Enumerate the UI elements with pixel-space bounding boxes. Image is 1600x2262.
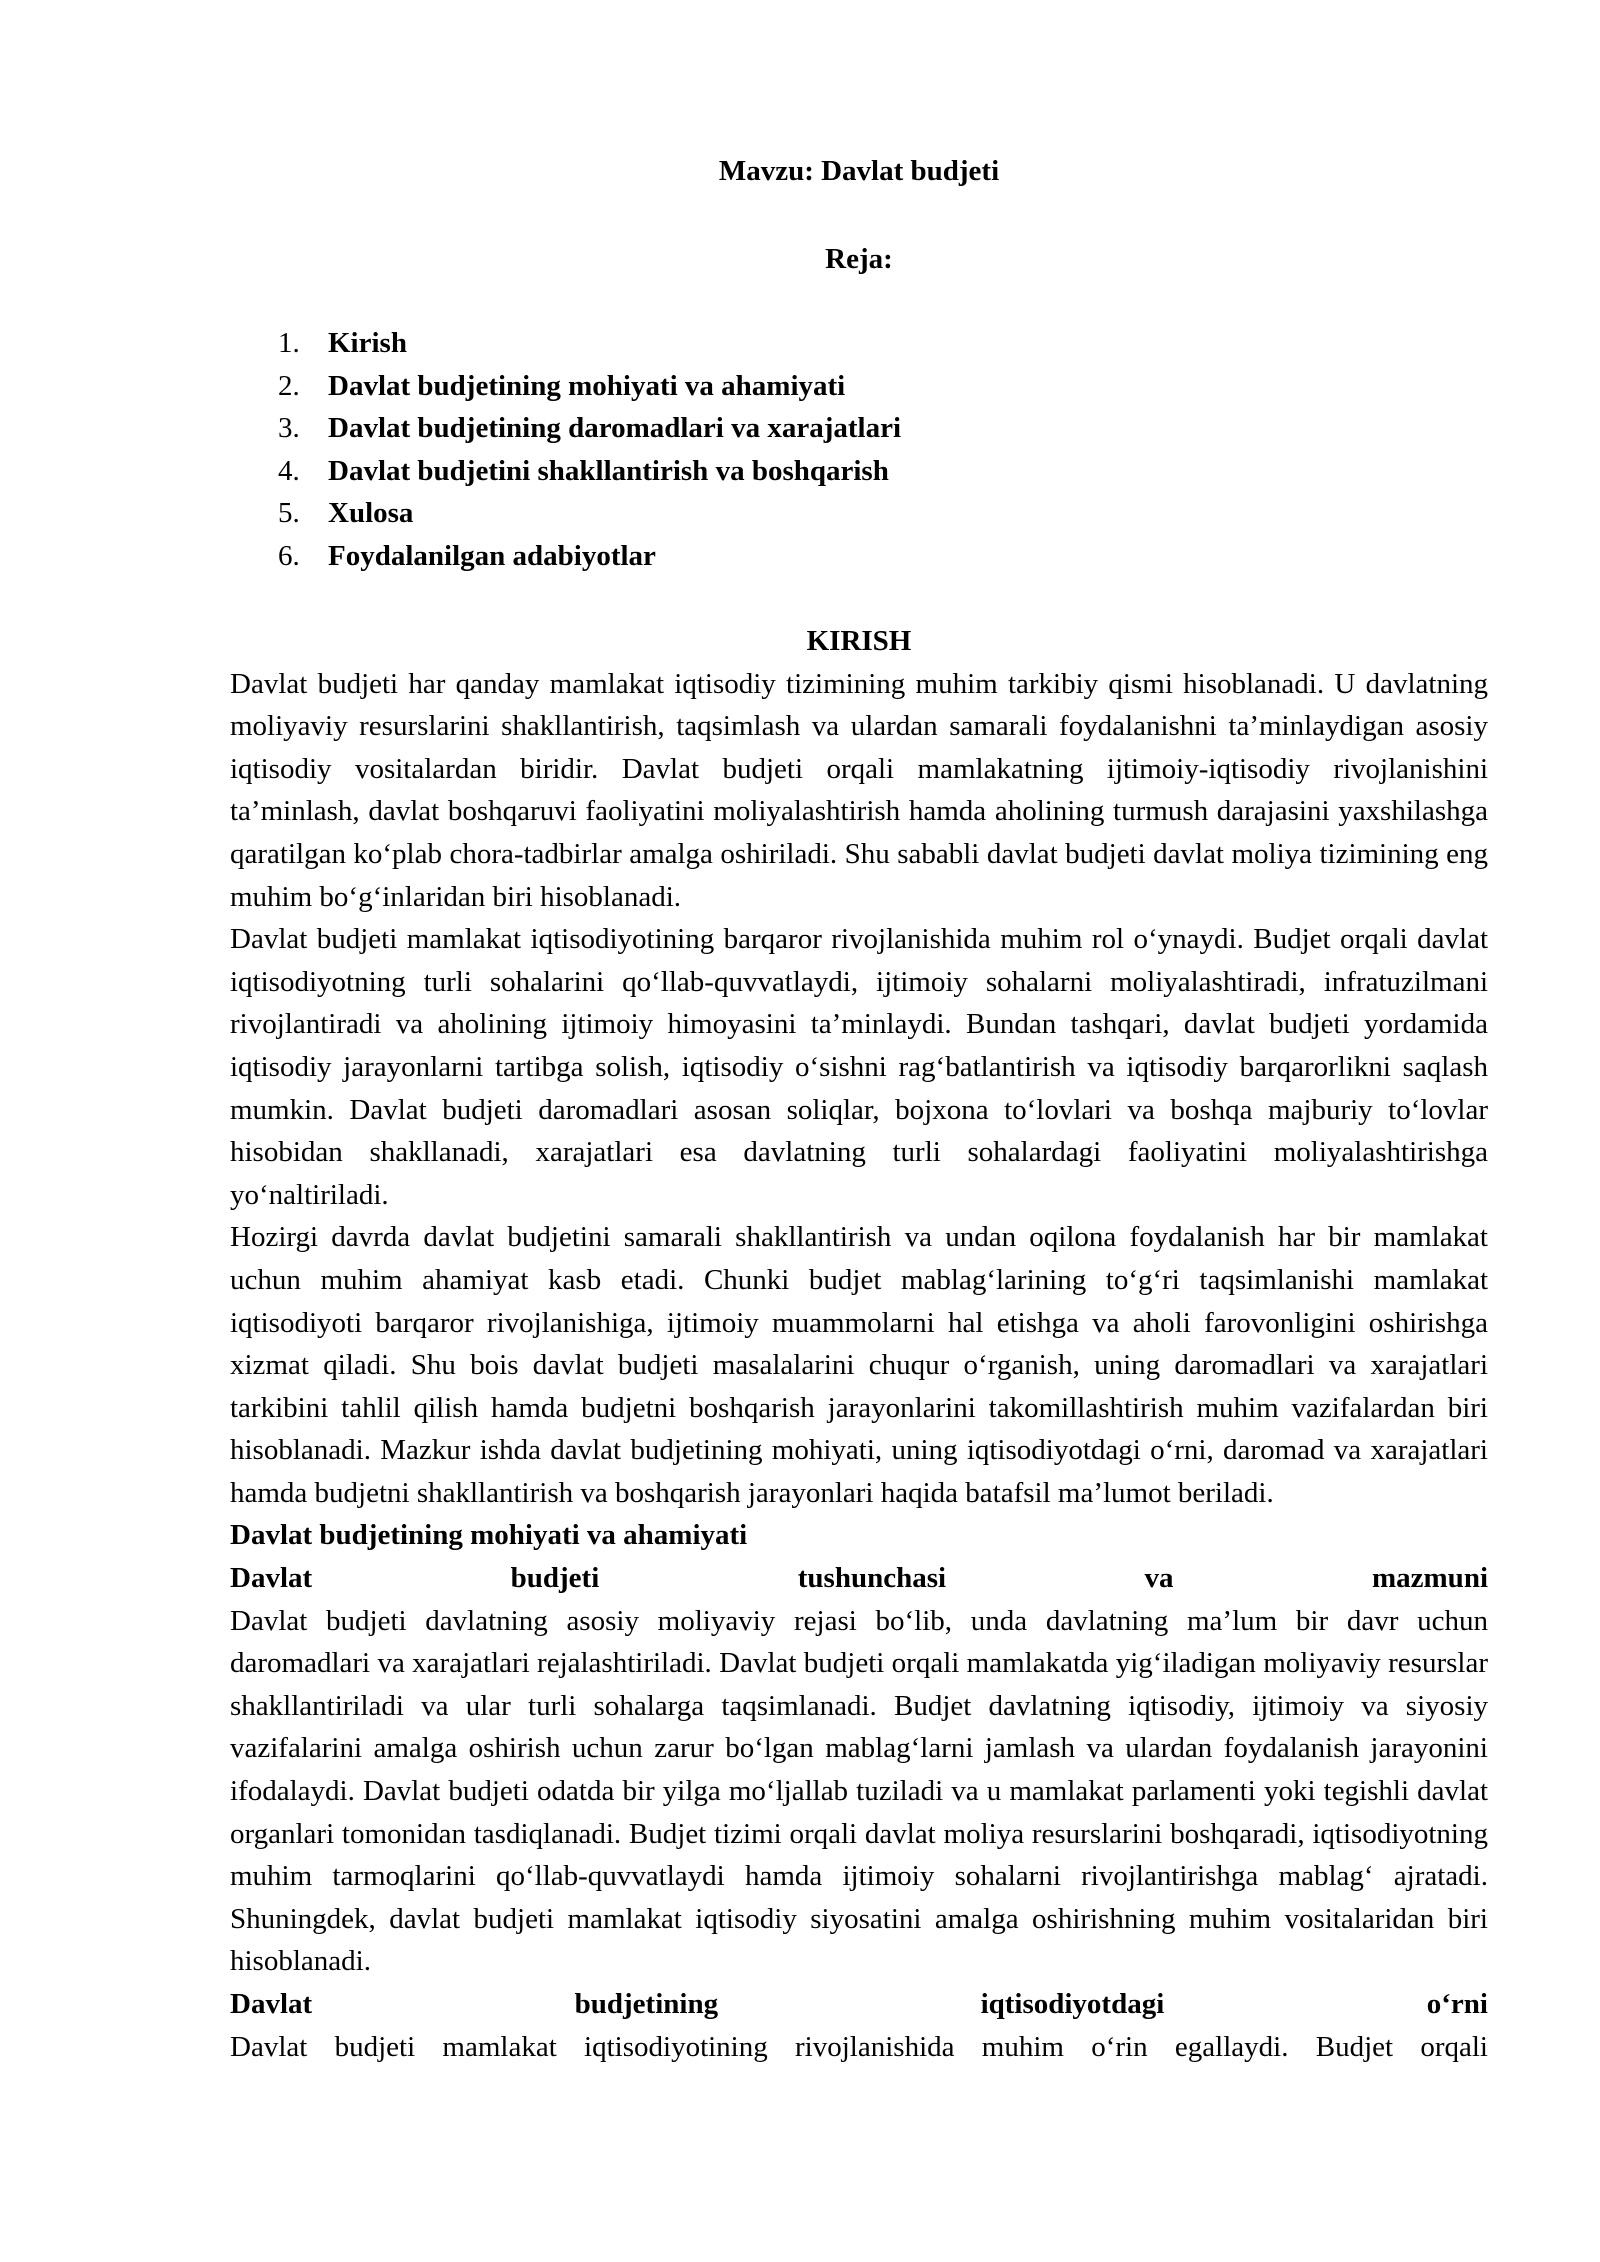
subheading-word: Davlat bbox=[230, 1988, 313, 2020]
plan-item bbox=[230, 322, 901, 365]
subheading-budget-role bbox=[230, 1983, 1488, 2026]
plan-item-label: Xulosa bbox=[328, 497, 414, 530]
plan-item-label: Davlat budjetining mohiyati va ahamiyati bbox=[328, 369, 846, 402]
intro-paragraph: Hozirgi davrda davlat budjetini samarali shakllantirish va undan oqilona foydalanish har bir mamlakat uchun muhim ahamiyat kasb etadi. Chunki budjet mablag‘larining to‘g‘ri taqsimlanishi mamlakat iqtisodiyoti barqaror rivojlanishiga, ijtimoiy muammolarni hal etishga va aholi farovonligini oshirishga xizmat qiladi. Shu bois davlat budjeti masalalarini chuqur o‘rganish, uning daromadlari va xarajatlari tarkibini tahlil qilish hamda budjetni boshqarish jarayonlarini takomillashtirish muhim vazifalardan biri hisoblanadi. Mazkur ishda davlat budjetining mohiyati, uning iqtisodiyotdagi o‘rni, daromad va xarajatlari hamda budjetni shakllantirish va boshqarish jarayonlari haqida batafsil ma’lumot beriladi. bbox=[230, 1221, 1488, 1509]
subheading-word: budjetining bbox=[574, 1988, 719, 2020]
plan-item bbox=[230, 365, 901, 408]
plan-item bbox=[230, 450, 901, 493]
plan-item-number: 2. bbox=[278, 369, 300, 402]
plan-item-number: 5. bbox=[278, 497, 300, 530]
subheading-word: iqtisodiyotdagi bbox=[980, 1988, 1165, 2020]
plan-item-label: Davlat budjetini shakllantirish va boshqarish bbox=[328, 454, 889, 487]
plan-item-number: 4. bbox=[278, 454, 300, 487]
subheading-word: mazmuni bbox=[1372, 1562, 1488, 1595]
plan-item-number: 6. bbox=[278, 539, 300, 572]
plan-item-number: 3. bbox=[278, 412, 300, 445]
document-body bbox=[230, 620, 1488, 2068]
plan-list bbox=[230, 322, 901, 578]
section-paragraph-text: Davlat budjeti mamlakat iqtisodiyotining rivojlanishida muhim o‘rin egallaydi. Budjet orqali bbox=[230, 2030, 1488, 2063]
intro-heading: KIRISH bbox=[806, 625, 912, 657]
plan-item bbox=[230, 535, 901, 578]
plan-item-label: Davlat budjetining daromadlari va xarajatlari bbox=[328, 412, 902, 445]
subheading-word: Davlat bbox=[230, 1562, 313, 1595]
subheading-word: budjeti bbox=[510, 1562, 600, 1595]
section-heading: Davlat budjetining mohiyati va ahamiyati bbox=[230, 1519, 748, 1552]
plan-title: Reja: bbox=[825, 243, 893, 275]
subheading-word: tushunchasi bbox=[797, 1562, 947, 1595]
plan-item-label: Kirish bbox=[328, 327, 407, 359]
section-paragraph: Davlat budjeti davlatning asosiy moliyaviy rejasi bo‘lib, unda davlatning ma’lum bir davr uchun daromadlari va xarajatlari rejalashtiriladi. Davlat budjeti orqali mamlakatda yig‘iladigan moliyaviy resurslar shakllantiriladi va ular turli sohalarga taqsimlanadi. Budjet davlatning iqtisodiy, ijtimoiy va siyosiy vazifalarini amalga oshirish uchun zarur bo‘lgan mablag‘larni jamlash va ulardan foydalanish jarayonini ifodalaydi. Davlat budjeti odatda bir yilga mo‘ljallab tuziladi va u mamlakat parlamenti yoki tegishli davlat organlari tomonidan tasdiqlanadi. Budjet tizimi orqali davlat moliya resurslarini boshqaradi, iqtisodiyotning muhim tarmoqlarini qo‘llab-quvvatlaydi hamda ijtimoiy sohalarni rivojlantirishga mablag‘ ajratadi. Shuningdek, davlat budjeti mamlakat iqtisodiy siyosatini amalga oshirishning muhim vositalaridan biri hisoblanadi. bbox=[230, 1604, 1488, 1978]
subheading-word: o‘rni bbox=[1426, 1988, 1488, 2020]
document-title: Mavzu: Davlat budjeti bbox=[718, 155, 1000, 187]
plan-item bbox=[230, 407, 901, 450]
intro-paragraph: Davlat budjeti mamlakat iqtisodiyotining barqaror rivojlanishida muhim rol o‘ynaydi. Budjet orqali davlat iqtisodiyotning turli sohalarini qo‘llab-quvvatlaydi, ijtimoiy sohalarni moliyalashtiradi, infratuzilmani rivojlantiradi va aholining ijtimoiy himoyasini ta’minlaydi. Bundan tashqari, davlat budjeti yordamida iqtisodiy jarayonlarni tartibga solish, iqtisodiy o‘sishni rag‘batlantirish va iqtisodiy barqarorlikni saqlash mumkin. Davlat budjeti daromadlari asosan soliqlar, bojxona to‘lovlari va boshqa majburiy to‘lovlar hisobidan shakllanadi, xarajatlari esa davlatning turli sohalardagi faoliyatini moliyalashtirishga yo‘naltiriladi. bbox=[230, 923, 1488, 1211]
plan-item-number: 1. bbox=[278, 327, 300, 359]
intro-paragraph: Davlat budjeti har qanday mamlakat iqtisodiy tizimining muhim tarkibiy qismi hisoblanadi. U davlatning moliyaviy resurslarini shakllantirish, taqsimlash va ulardan samarali foydalanishni ta’minlaydigan asosiy iqtisodiy vositalardan biridir. Davlat budjeti orqali mamlakatning ijtimoiy-iqtisodiy rivojlanishini ta’minlash, davlat boshqaruvi faoliyatini moliyalashtirish hamda aholining turmush darajasini yaxshilashga qaratilgan ko‘plab chora-tadbirlar amalga oshiriladi. Shu sababli davlat budjeti davlat moliya tizimining eng muhim bo‘g‘inlaridan biri hisoblanadi. bbox=[230, 667, 1488, 913]
section-paragraph bbox=[230, 2026, 1488, 2069]
subheading-word: va bbox=[1144, 1562, 1174, 1595]
subheading-budget-concept bbox=[230, 1557, 1488, 1600]
plan-item bbox=[230, 492, 901, 535]
plan-item-label: Foydalanilgan adabiyotlar bbox=[328, 539, 656, 572]
